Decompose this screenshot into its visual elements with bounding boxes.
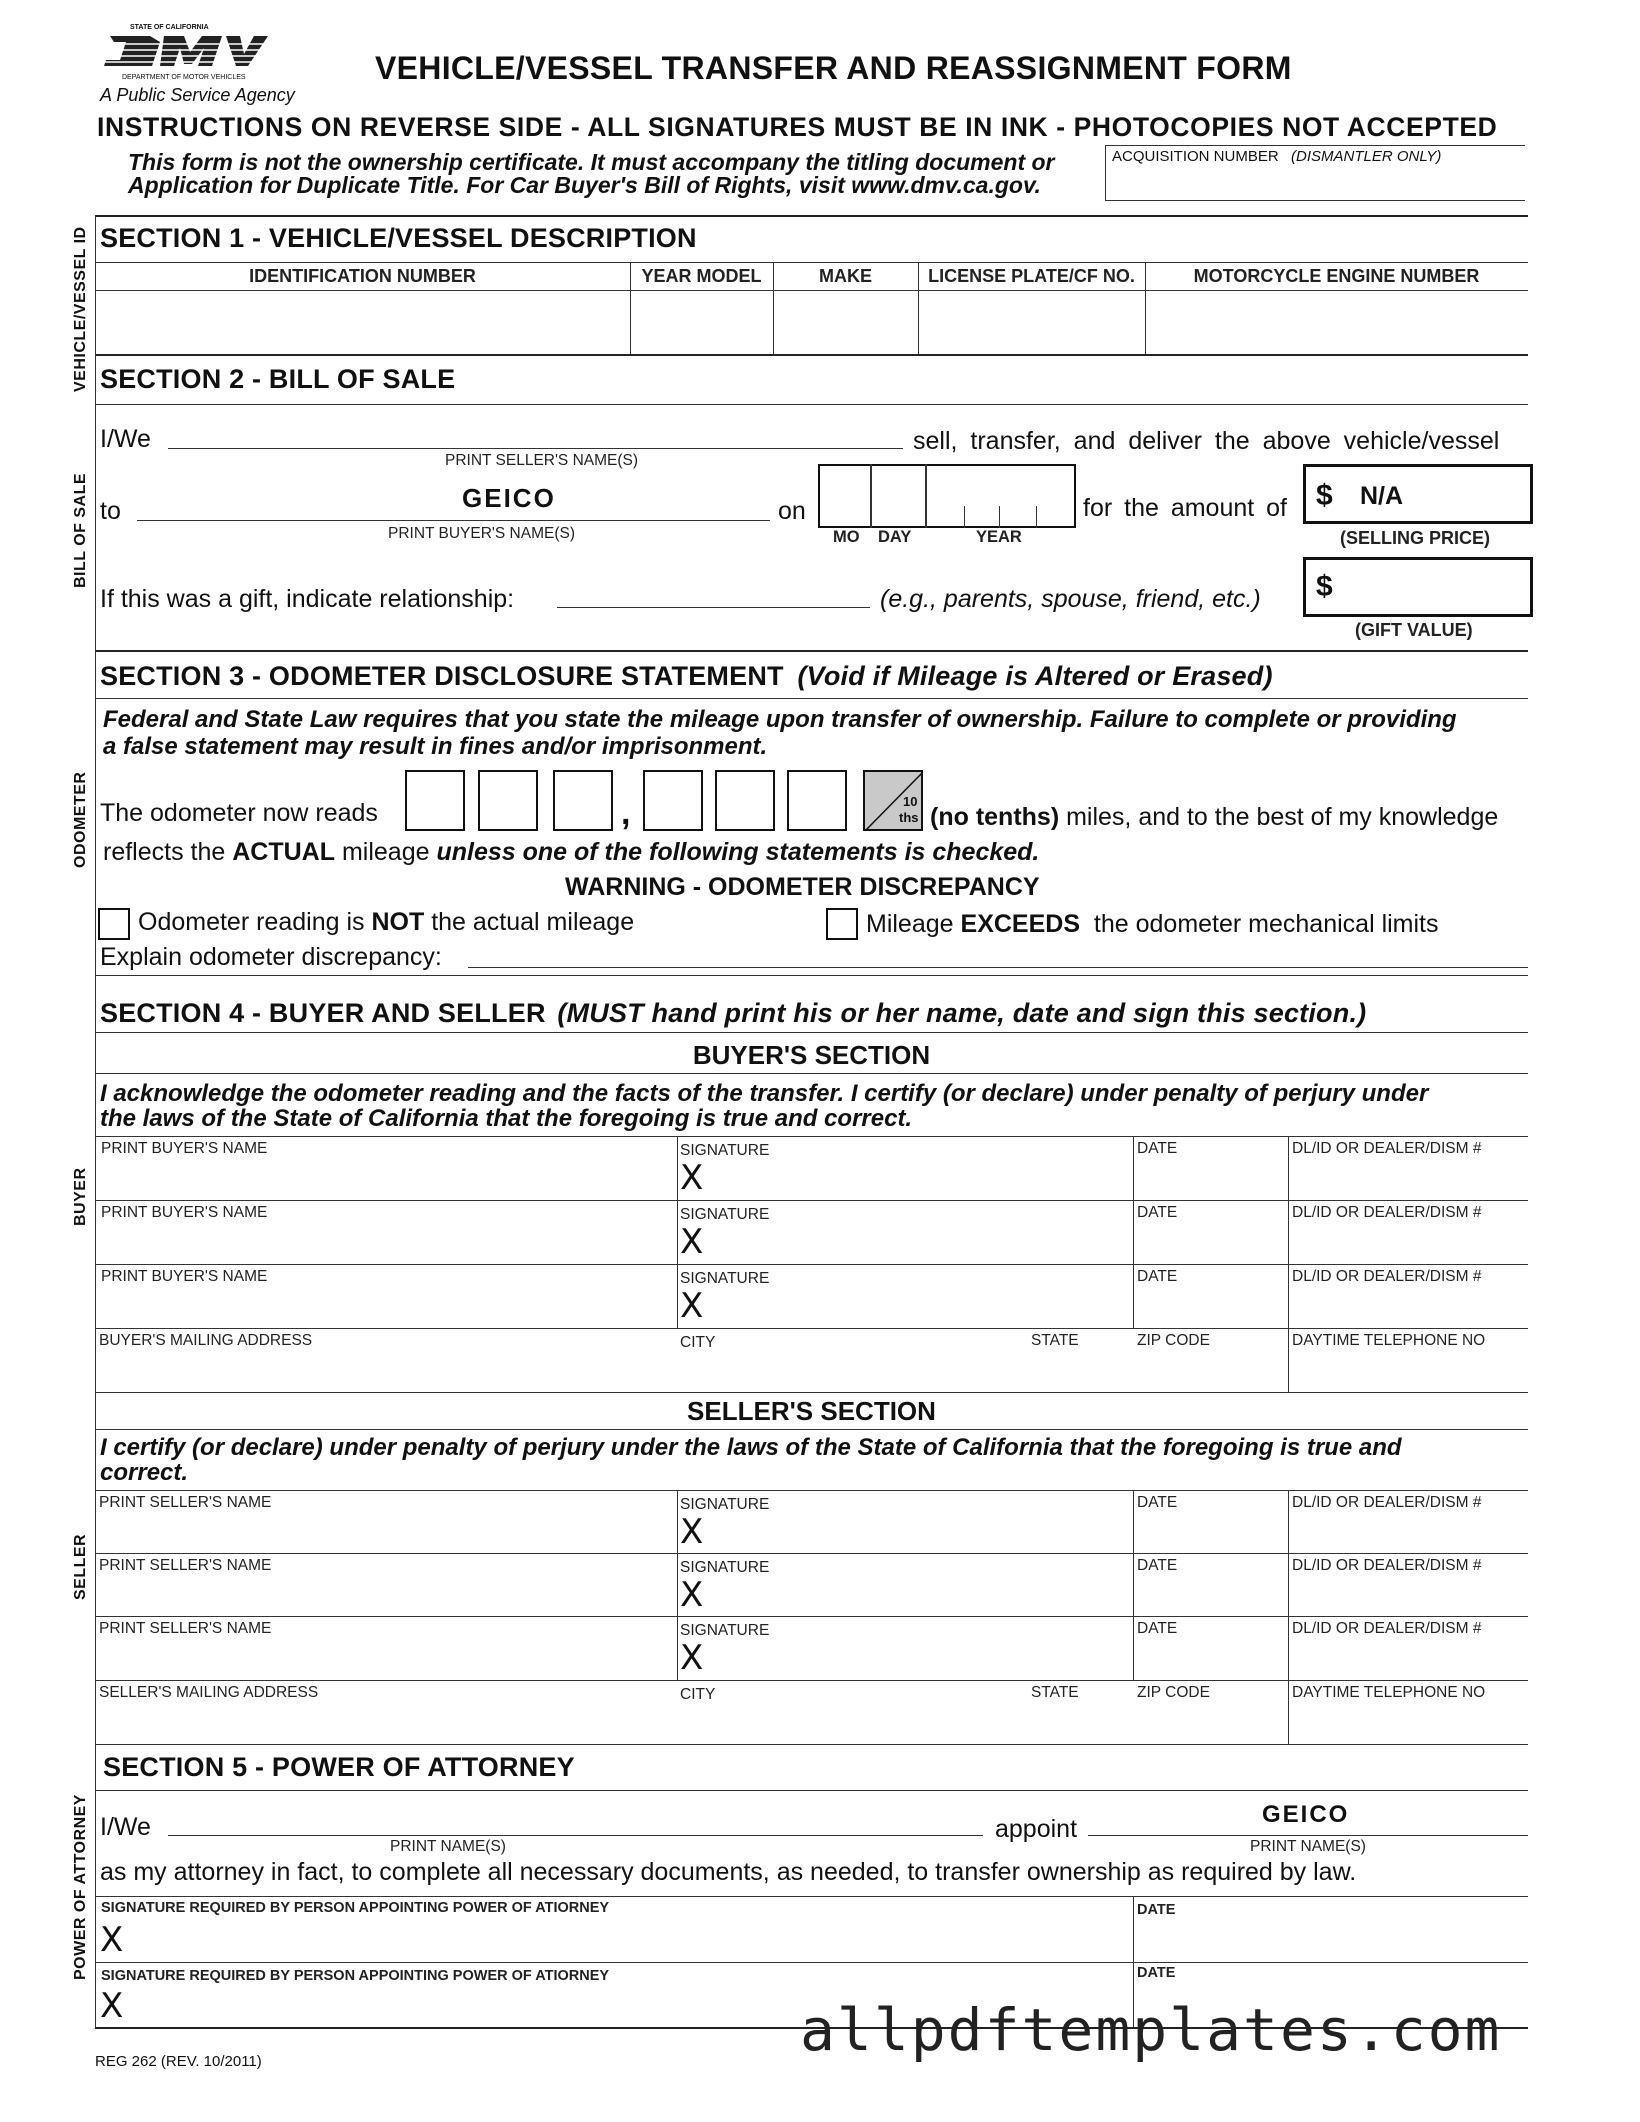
selling-price-value: N/A <box>1360 482 1404 510</box>
buyer-name-label: PRINT BUYER'S NAME <box>101 1268 268 1285</box>
buyer-signature-label: SIGNATURE <box>680 1142 770 1159</box>
seller-certification-line2: correct. <box>100 1459 189 1486</box>
buyer-signature-x[interactable]: X <box>680 1222 704 1262</box>
buyer-certification-line1: I acknowledge the odometer reading and the facts of the transfer. I certify (or declare) under penalty of perjury under <box>100 1080 1429 1107</box>
acquisition-number-field[interactable] <box>1105 145 1525 201</box>
mileage-text: mileage <box>341 838 430 866</box>
seller-dlid-label: DL/ID OR DEALER/DISM # <box>1292 1620 1482 1637</box>
buyer-section-heading: BUYER'S SECTION <box>692 1040 931 1070</box>
odometer-reads-text: The odometer now reads <box>100 799 378 827</box>
buyer-date-label: DATE <box>1137 1140 1178 1157</box>
make-input[interactable] <box>774 292 917 352</box>
odometer-law-line2: a false statement may result in fines and/or imprisonment. <box>103 733 768 760</box>
sale-date-input[interactable] <box>818 464 1076 528</box>
poa-grantor-caption: PRINT NAME(S) <box>390 1838 506 1855</box>
section3-title-text: SECTION 3 - ODOMETER DISCLOSURE STATEMENT <box>100 661 784 691</box>
section4-title-text: SECTION 4 - BUYER AND SELLER <box>100 998 546 1028</box>
poa-appointee-caption: PRINT NAME(S) <box>1250 1838 1366 1855</box>
side-label-odometer: ODOMETER <box>72 771 89 868</box>
seller-dlid-label: DL/ID OR DEALER/DISM # <box>1292 1494 1482 1511</box>
col-identification-number: IDENTIFICATION NUMBER <box>249 266 476 286</box>
actual-text: ACTUAL <box>232 838 335 866</box>
odometer-digit-4[interactable] <box>643 770 703 831</box>
seller-dlid-label: DL/ID OR DEALER/DISM # <box>1292 1557 1482 1574</box>
odometer-warning: WARNING - ODOMETER DISCREPANCY <box>565 873 1040 901</box>
form-title: VEHICLE/VESSEL TRANSFER AND REASSIGNMENT FORM <box>375 50 1292 86</box>
buyer-name-caption: PRINT BUYER'S NAME(S) <box>388 525 575 542</box>
seller-name-input[interactable] <box>168 448 903 449</box>
seller-signature-label: SIGNATURE <box>680 1559 770 1576</box>
col-make: MAKE <box>819 266 872 286</box>
section3-title <box>100 661 1273 692</box>
col-year-model: YEAR MODEL <box>641 266 762 286</box>
form-number: REG 262 (REV. 10/2011) <box>95 2053 262 2070</box>
buyer-signature-label: SIGNATURE <box>680 1270 770 1287</box>
section1-title: SECTION 1 - VEHICLE/VESSEL DESCRIPTION <box>100 223 697 253</box>
seller-signature-label: SIGNATURE <box>680 1496 770 1513</box>
section4-title-note: (MUST hand print his or her name, date and sign this section.) <box>557 998 1367 1028</box>
side-label-seller: SELLER <box>72 1533 89 1600</box>
no-tenths-text <box>930 803 1498 832</box>
no-tenths-label: (no tenths) <box>930 803 1060 831</box>
buyer-signature-label: SIGNATURE <box>680 1206 770 1223</box>
odometer-digit-3[interactable] <box>553 770 613 831</box>
identification-number-input[interactable] <box>96 292 629 352</box>
exceeds-limits-checkbox[interactable] <box>826 908 858 940</box>
not-actual-mileage-label: Odometer reading is NOT the actual mileage <box>138 908 635 936</box>
sell-transfer-text: sell, transfer, and deliver the above vehicle/vessel <box>913 427 1500 455</box>
year-model-input[interactable] <box>631 292 772 352</box>
section2-title: SECTION 2 - BILL OF SALE <box>100 364 456 394</box>
gift-example-text: (e.g., parents, spouse, friend, etc.) <box>880 585 1261 613</box>
odometer-comma: , <box>621 794 631 832</box>
gift-relationship-text: If this was a gift, indicate relationship: <box>100 585 515 613</box>
section4-title <box>100 998 1366 1029</box>
odometer-tenths-box <box>863 770 923 831</box>
side-label-buyer: BUYER <box>72 1167 89 1226</box>
license-plate-input[interactable] <box>919 292 1144 352</box>
buyer-certification-line2: the laws of the State of California that the foregoing is true and correct. <box>100 1105 913 1132</box>
section3-title-note: (Void if Mileage is Altered or Erased) <box>797 661 1273 691</box>
poa-signature-label-2: SIGNATURE REQUIRED BY PERSON APPOINTING POWER OF ATIORNEY <box>101 1968 610 1984</box>
iwe-label: I/We <box>100 425 151 453</box>
poa-signature-x-1[interactable]: X <box>100 1920 124 1960</box>
seller-name-label: PRINT SELLER'S NAME <box>99 1494 272 1511</box>
seller-certification-line1: I certify (or declare) under penalty of perjury under the laws of the State of California that the foregoing is true and <box>100 1434 1402 1461</box>
poa-appoint-text: appoint <box>995 1815 1078 1843</box>
seller-date-label: DATE <box>1137 1620 1178 1637</box>
acquisition-label: ACQUISITION NUMBER <box>1112 148 1279 165</box>
buyer-dlid-label: DL/ID OR DEALER/DISM # <box>1292 1268 1482 1285</box>
motorcycle-engine-input[interactable] <box>1146 292 1527 352</box>
gift-value-caption: (GIFT VALUE) <box>1355 620 1473 640</box>
ownership-note-line1: This form is not the ownership certificate. It must accompany the titling document or <box>128 149 1055 175</box>
poa-date-label-1: DATE <box>1137 1902 1176 1918</box>
seller-name-label: PRINT SELLER'S NAME <box>99 1620 272 1637</box>
poa-signature-label-1: SIGNATURE REQUIRED BY PERSON APPOINTING POWER OF ATIORNEY <box>101 1900 610 1916</box>
seller-zip-label: ZIP CODE <box>1137 1684 1210 1701</box>
ownership-note-line2: Application for Duplicate Title. For Car Buyer's Bill of Rights, visit www.dmv.ca.gov. <box>128 172 1041 198</box>
buyer-date-label: DATE <box>1137 1268 1178 1285</box>
logo-top-text: STATE OF CALIFORNIA <box>130 24 209 31</box>
buyer-signature-x[interactable]: X <box>680 1158 704 1198</box>
for-amount-text: for the amount of <box>1083 494 1288 522</box>
seller-signature-x[interactable]: X <box>680 1638 704 1678</box>
gift-value-input[interactable] <box>1303 557 1533 617</box>
buyer-state-label: STATE <box>1031 1332 1079 1349</box>
seller-name-caption: PRINT SELLER'S NAME(S) <box>445 452 639 469</box>
date-mo-caption: MO <box>833 528 860 546</box>
reflects-line <box>103 838 1039 867</box>
exceeds-limits-label: Mileage EXCEEDS the odometer mechanical limits <box>866 910 1439 938</box>
side-label-poa: POWER OF ATTORNEY <box>72 1794 89 1980</box>
selling-price-input[interactable] <box>1303 464 1533 524</box>
dmv-logo-icon <box>98 32 268 72</box>
seller-signature-x[interactable]: X <box>680 1512 704 1552</box>
buyer-dlid-label: DL/ID OR DEALER/DISM # <box>1292 1140 1482 1157</box>
seller-signature-x[interactable]: X <box>680 1575 704 1615</box>
instructions-banner: INSTRUCTIONS ON REVERSE SIDE - ALL SIGNATURES MUST BE IN INK - PHOTOCOPIES NOT ACCEPTED <box>97 112 1498 142</box>
poa-date-label-2: DATE <box>1137 1965 1176 1981</box>
date-year-caption: YEAR <box>976 528 1022 546</box>
seller-section-heading: SELLER'S SECTION <box>687 1396 936 1426</box>
buyer-name-label: PRINT BUYER'S NAME <box>101 1140 268 1157</box>
poa-attorney-text: as my attorney in fact, to complete all necessary documents, as needed, to transfer ownership as required by law. <box>100 1858 1357 1886</box>
watermark: allpdftemplates.com <box>800 1996 1502 2064</box>
to-label: to <box>100 497 121 525</box>
agency-tagline: A Public Service Agency <box>100 85 295 105</box>
buyer-zip-label: ZIP CODE <box>1137 1332 1210 1349</box>
odometer-digit-5[interactable] <box>715 770 775 831</box>
buyer-address-label: BUYER'S MAILING ADDRESS <box>99 1332 313 1349</box>
selling-price-caption: (SELLING PRICE) <box>1340 528 1491 548</box>
seller-city-label: CITY <box>680 1686 716 1703</box>
tenths-bottom: ths <box>899 810 919 825</box>
on-label: on <box>778 497 806 525</box>
selling-price-dollar: $ <box>1316 479 1333 512</box>
miles-text: miles, and to the best of my knowledge <box>1066 803 1499 831</box>
gift-relationship-input[interactable] <box>557 607 870 608</box>
reflects-text: reflects the <box>103 838 226 866</box>
odometer-digit-6[interactable] <box>787 770 847 831</box>
odometer-digit-2[interactable] <box>478 770 538 831</box>
buyer-dlid-label: DL/ID OR DEALER/DISM # <box>1292 1204 1482 1221</box>
seller-date-label: DATE <box>1137 1557 1178 1574</box>
section5-title: SECTION 5 - POWER OF ATTORNEY <box>103 1752 575 1782</box>
date-day-caption: DAY <box>878 528 912 546</box>
odometer-digit-1[interactable] <box>405 770 465 831</box>
side-label-bill: BILL OF SALE <box>72 472 89 588</box>
buyer-signature-x[interactable]: X <box>680 1286 704 1326</box>
col-motorcycle-engine: MOTORCYCLE ENGINE NUMBER <box>1193 266 1480 286</box>
seller-phone-label: DAYTIME TELEPHONE NO <box>1292 1684 1486 1701</box>
logo-bottom-text: DEPARTMENT OF MOTOR VEHICLES <box>122 74 246 81</box>
tenths-top: 10 <box>903 794 918 809</box>
poa-iwe-label: I/We <box>100 1813 151 1841</box>
seller-name-label: PRINT SELLER'S NAME <box>99 1557 272 1574</box>
poa-signature-x-2[interactable]: X <box>100 1986 124 2026</box>
buyer-name-label: PRINT BUYER'S NAME <box>101 1204 268 1221</box>
buyer-phone-label: DAYTIME TELEPHONE NO <box>1292 1332 1486 1349</box>
explain-discrepancy-input[interactable] <box>468 967 1528 968</box>
buyer-name-value[interactable]: GEICO <box>462 483 556 513</box>
not-actual-mileage-checkbox[interactable] <box>98 908 130 940</box>
col-license-plate: LICENSE PLATE/CF NO. <box>928 266 1135 286</box>
buyer-date-label: DATE <box>1137 1204 1178 1221</box>
buyer-city-label: CITY <box>680 1334 716 1351</box>
odometer-law-line1: Federal and State Law requires that you state the mileage upon transfer of ownership. Failure to complete or providing <box>103 706 1457 733</box>
unless-text: unless one of the following statements is checked. <box>436 838 1040 866</box>
poa-appointee-value[interactable]: GEICO <box>1262 1801 1350 1828</box>
seller-state-label: STATE <box>1031 1684 1079 1701</box>
acquisition-note: (DISMANTLER ONLY) <box>1291 148 1442 165</box>
explain-discrepancy-label: Explain odometer discrepancy: <box>100 943 442 971</box>
side-label-vehicle: VEHICLE/VESSEL ID <box>72 226 89 392</box>
poa-grantor-input[interactable] <box>168 1835 983 1836</box>
gift-value-dollar: $ <box>1316 570 1333 603</box>
seller-address-label: SELLER'S MAILING ADDRESS <box>99 1684 319 1701</box>
seller-signature-label: SIGNATURE <box>680 1622 770 1639</box>
seller-date-label: DATE <box>1137 1494 1178 1511</box>
